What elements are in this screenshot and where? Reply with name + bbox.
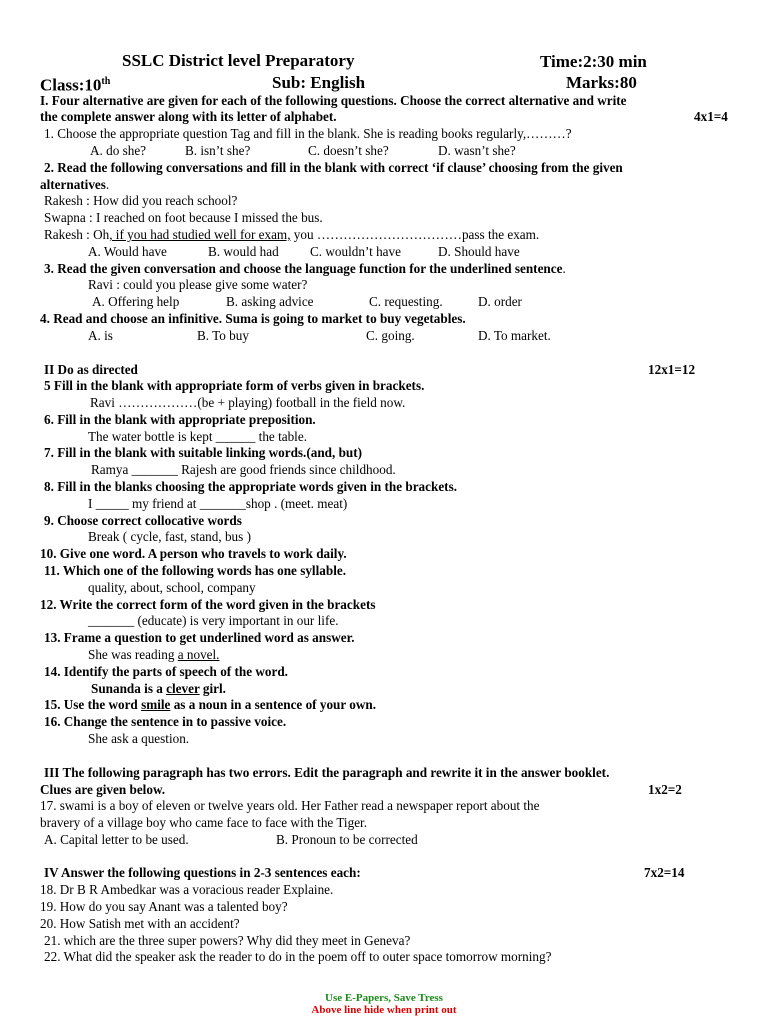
q14-end: girl. <box>199 681 226 696</box>
exam-time: Time:2:30 min <box>540 52 647 71</box>
q15-underlined: smile <box>141 697 171 712</box>
question-22: 22. What did the speaker ask the reader to do in the poem off to outer space tomorrow morning? <box>44 949 552 964</box>
class-superscript: th <box>101 76 111 87</box>
q9-options: Break ( cycle, fast, stand, bus ) <box>88 529 251 544</box>
question-18: 18. Dr B R Ambedkar was a voracious reader Explaine. <box>40 882 334 897</box>
q3-period: . <box>562 261 566 276</box>
exam-title: SSLC District level Preparatory <box>122 51 355 70</box>
question-9: 9. Choose correct collocative words <box>44 513 242 528</box>
question-21: 21. which are the three super powers? Why did they meet in Geneva? <box>44 933 411 948</box>
q13-underlined: a novel. <box>177 647 220 662</box>
section4-heading: IV Answer the following questions in 2-3 sentences each: <box>44 865 361 880</box>
q3-option-b: B. asking advice <box>226 294 314 309</box>
q1-option-c: C. doesn’t she? <box>308 143 389 158</box>
q17-clue-a: A. Capital letter to be used. <box>44 832 189 847</box>
q5-sentence: Ravi ………………(be + playing) football in the field now. <box>90 395 406 410</box>
q11-words: quality, about, school, company <box>88 580 256 595</box>
q14-start: Sunanda is a <box>91 681 167 696</box>
section2-marks: 12x1=12 <box>648 362 696 377</box>
q1-option-a: A. do she? <box>90 143 147 158</box>
q17-paragraph-line2: bravery of a village boy who came face to face with the Tiger. <box>40 815 368 830</box>
q14-sentence <box>91 681 226 697</box>
q3-text: 3. Read the given conversation and choose the language function for the underlined sentence <box>44 261 563 276</box>
section3-heading-line2: Clues are given below. <box>40 782 166 797</box>
question-15 <box>44 697 376 713</box>
question-8: 8. Fill in the blanks choosing the appropriate words given in the brackets. <box>44 479 458 494</box>
q15-start: 15. Use the word <box>44 697 142 712</box>
q2-option-c: C. wouldn’t have <box>310 244 401 259</box>
question-13: 13. Frame a question to get underlined word as answer. <box>44 630 355 645</box>
question-6: 6. Fill in the blank with appropriate preposition. <box>44 412 316 427</box>
q8-sentence: I _____ my friend at _______shop . (meet. meat) <box>88 496 348 511</box>
footer-slogan: Use E-Papers, Save Tress <box>325 992 443 1004</box>
section2-heading: II Do as directed <box>44 362 138 377</box>
q2-option-a: A. Would have <box>88 244 167 259</box>
section1-heading-line2: the complete answer along with its letter of alphabet. <box>40 109 337 124</box>
q1-option-b: B. isn’t she? <box>185 143 251 158</box>
q3-conversation: Ravi : could you please give some water? <box>88 277 308 292</box>
q12-sentence: _______ (educate) is very important in our life. <box>88 613 339 628</box>
question-12: 12. Write the correct form of the word given in the brackets <box>40 597 376 612</box>
q3-option-c: C. requesting. <box>369 294 443 309</box>
question-20: 20. How Satish met with an accident? <box>40 916 240 931</box>
section4-marks: 7x2=14 <box>644 865 685 880</box>
q4-option-a: A. is <box>88 328 113 343</box>
q2-alternatives-word: alternatives <box>40 177 106 192</box>
question-19: 19. How do you say Anant was a talented boy? <box>40 899 288 914</box>
question-10: 10. Give one word. A person who travels to work daily. <box>40 546 347 561</box>
q4-option-d: D. To market. <box>478 328 551 343</box>
subject-label: Sub: English <box>272 73 366 92</box>
q16-sentence: She ask a question. <box>88 731 190 746</box>
q15-end: as a noun in a sentence of your own. <box>170 697 377 712</box>
q2-conversation-line2: Swapna : I reached on foot because I missed the bus. <box>44 210 323 225</box>
q4-option-b: B. To buy <box>197 328 249 343</box>
q13-sentence <box>88 647 219 663</box>
question-2-line1: 2. Read the following conversations and fill in the blank with correct ‘if clause’ choosing from the given <box>44 160 623 175</box>
q13-start: She was reading <box>88 647 178 662</box>
class-text: Class:10 <box>40 75 102 95</box>
section1-marks: 4x1=4 <box>694 109 728 124</box>
question-2-line2 <box>40 177 109 193</box>
question-5: 5 Fill in the blank with appropriate form of verbs given in brackets. <box>44 378 425 393</box>
question-3 <box>44 261 566 277</box>
question-1: 1. Choose the appropriate question Tag and fill in the blank. She is reading books regularly,………? <box>44 126 572 141</box>
q6-sentence: The water bottle is kept ______ the table. <box>88 429 307 444</box>
q7-sentence: Ramya _______ Rajesh are good friends since childhood. <box>91 462 396 477</box>
question-7: 7. Fill in the blank with suitable linking words.(and, but) <box>44 445 363 460</box>
question-4: 4. Read and choose an infinitive. Suma is going to market to buy vegetables. <box>40 311 466 326</box>
q2-conversation-line1: Rakesh : How did you reach school? <box>44 193 238 208</box>
question-14: 14. Identify the parts of speech of the word. <box>44 664 288 679</box>
q1-option-d: D. wasn’t she? <box>438 143 516 158</box>
q2-l3-end: you ……………………………pass the exam. <box>290 227 540 242</box>
question-11: 11. Which one of the following words has one syllable. <box>44 563 347 578</box>
q2-period: . <box>105 177 110 192</box>
q17-clue-b: B. Pronoun to be corrected <box>276 832 418 847</box>
marks-label: Marks:80 <box>566 73 637 92</box>
q17-paragraph-line1: 17. swami is a boy of eleven or twelve years old. Her Father read a newspaper report about the <box>40 798 540 813</box>
q2-l3-underlined: , if you had studied well for exam, <box>109 227 291 242</box>
q3-option-d: D. order <box>478 294 522 309</box>
q2-conversation-line3 <box>44 227 539 243</box>
q2-option-b: B. would had <box>208 244 279 259</box>
section3-heading-line1: III The following paragraph has two errors. Edit the paragraph and rewrite it in the answer booklet. <box>44 765 610 780</box>
q4-option-c: C. going. <box>366 328 415 343</box>
question-16: 16. Change the sentence in to passive voice. <box>44 714 287 729</box>
footer-note: Above line hide when print out <box>311 1004 457 1016</box>
q2-option-d: D. Should have <box>438 244 520 259</box>
q3-option-a: A. Offering help <box>92 294 180 309</box>
q2-l3-start: Rakesh : Oh <box>44 227 110 242</box>
section1-heading-line1: I. Four alternative are given for each of the following questions. Choose the correct alternative and write <box>40 93 627 108</box>
section3-marks: 1x2=2 <box>648 782 682 797</box>
q14-underlined: clever <box>166 681 200 696</box>
